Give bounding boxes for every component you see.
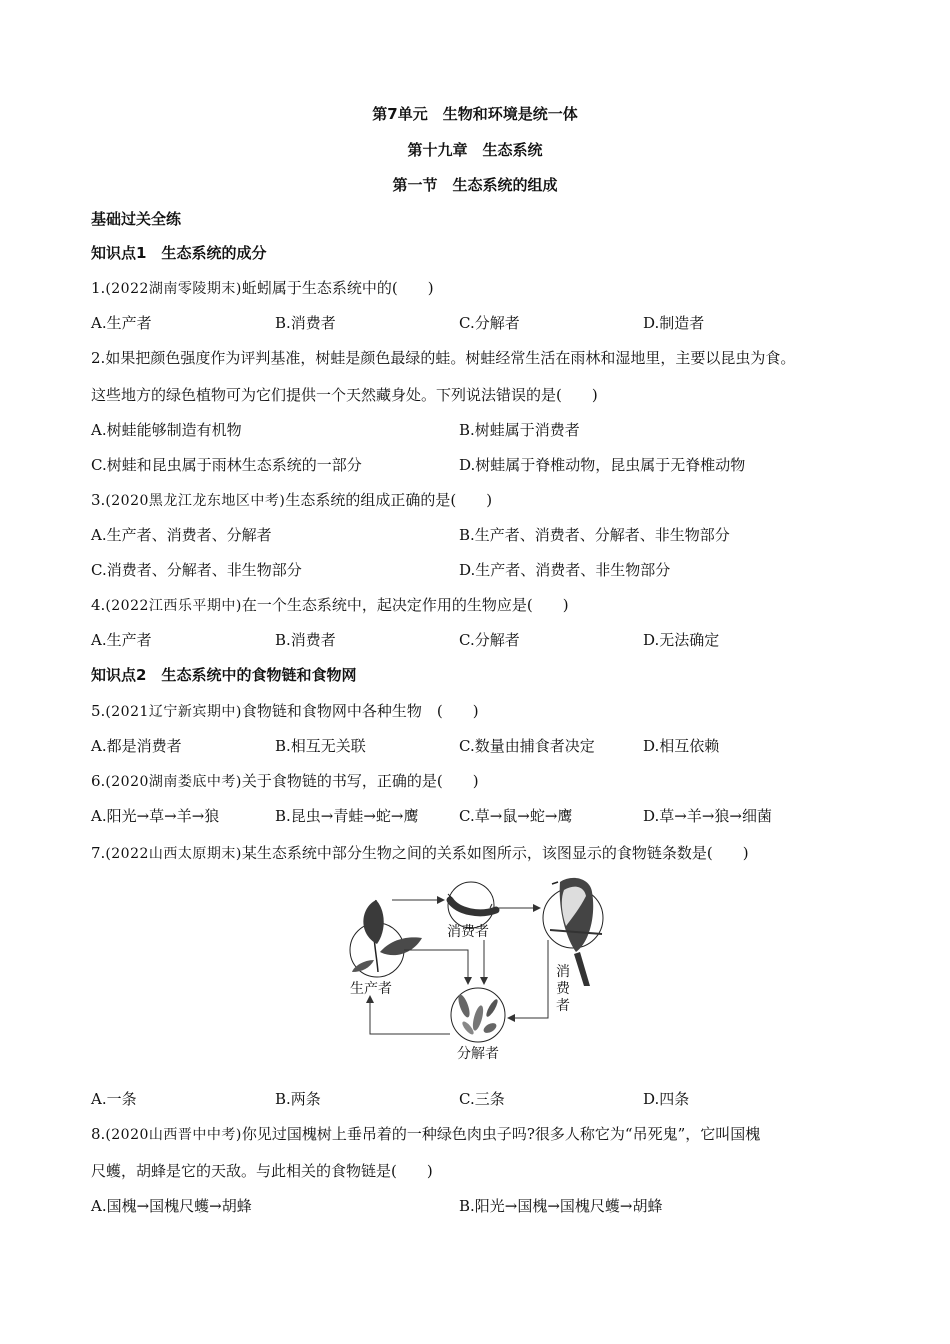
question-source: (2020山西晋中中考) [105, 1127, 242, 1143]
q7-option-b: B.两条 [275, 1090, 321, 1108]
q3-option-a: A.生产者、消费者、分解者 [91, 526, 272, 544]
q6-option-c: C.草→鼠→蛇→鹰 [459, 807, 573, 825]
q1-option-d: D.制造者 [643, 314, 705, 332]
question-4: 4.(2022江西乐平期中)在一个生态系统中，起决定作用的生物应是( ) [91, 596, 569, 614]
q2-option-c: C.树蛙和昆虫属于雨林生态系统的一部分 [91, 456, 362, 474]
food-web-diagram [340, 868, 620, 1064]
q2-option-a: A.树蛙能够制造有机物 [91, 421, 242, 439]
decomposer-bacteria-icon [451, 988, 505, 1042]
producer-label: 生产者 [350, 981, 392, 997]
question-source: (2022山西太原期末) [105, 846, 242, 862]
question-source: (2021辽宁新宾期中) [105, 704, 242, 720]
q5-option-a: A.都是消费者 [91, 737, 182, 755]
question-1: 1.(2022湖南零陵期末)蚯蚓属于生态系统中的( ) [91, 279, 434, 297]
knowledge-point-2: 知识点2 生态系统中的食物链和食物网 [91, 666, 357, 684]
q2-option-d: D.树蛙属于脊椎动物，昆虫属于无脊椎动物 [459, 456, 746, 474]
q2-option-b: B.树蛙属于消费者 [459, 421, 580, 439]
decomposer-label: 分解者 [457, 1046, 499, 1062]
knowledge-point-1: 知识点1 生态系统的成分 [91, 244, 267, 262]
question-source: (2020湖南娄底中考) [105, 774, 242, 790]
q8-option-a: A.国槐→国槐尺蠖→胡蜂 [91, 1197, 252, 1215]
question-5: 5.(2021辽宁新宾期中)食物链和食物网中各种生物 ( ) [91, 702, 479, 720]
arrow-bird-to-decomposer [508, 940, 548, 1018]
producer-plant-icon [350, 900, 422, 977]
q3-option-c: C.消费者、分解者、非生物部分 [91, 561, 302, 579]
q7-option-c: C.三条 [459, 1090, 505, 1108]
practice-title: 基础过关全练 [91, 210, 182, 228]
q4-option-b: B.消费者 [275, 631, 336, 649]
q7-option-a: A.一条 [91, 1090, 137, 1108]
q5-option-b: B.相互无关联 [275, 737, 366, 755]
question-3: 3.(2020黑龙江龙东地区中考)生态系统的组成正确的是( ) [91, 491, 493, 509]
q5-option-d: D.相互依赖 [643, 737, 720, 755]
q1-option-a: A.生产者 [91, 314, 152, 332]
q1-option-c: C.分解者 [459, 314, 520, 332]
consumer-2-label-char-3: 者 [556, 998, 570, 1014]
q3-option-b: B.生产者、消费者、分解者、非生物部分 [459, 526, 730, 544]
q3-option-d: D.生产者、消费者、非生物部分 [459, 561, 671, 579]
caterpillar-icon [448, 882, 496, 928]
arrow-producer-to-decomposer [404, 950, 468, 984]
q6-option-b: B.昆虫→青蛙→蛇→鹰 [275, 807, 419, 825]
unit-title: 第7单元 生物和环境是统一体 [372, 105, 578, 123]
q6-option-d: D.草→羊→狼→细菌 [643, 807, 772, 825]
question-8-line-2: 尺蠖，胡蜂是它的天敌。与此相关的食物链是( ) [91, 1162, 433, 1180]
q4-option-d: D.无法确定 [643, 631, 720, 649]
question-6: 6.(2020湖南娄底中考)关于食物链的书写，正确的是( ) [91, 772, 479, 790]
question-2: 2.如果把颜色强度作为评判基准，树蛙是颜色最绿的蛙。树蛙经常生活在雨林和湿地里，主要以昆虫为食。 [91, 349, 796, 367]
q5-option-c: C.数量由捕食者决定 [459, 737, 595, 755]
consumer-2-label-char-2: 费 [556, 981, 570, 997]
q7-option-d: D.四条 [643, 1090, 690, 1108]
question-source: (2020黑龙江龙东地区中考) [105, 493, 286, 509]
q4-option-a: A.生产者 [91, 631, 152, 649]
arrow-decomposer-to-producer [370, 996, 450, 1034]
q6-option-a: A.阳光→草→羊→狼 [91, 807, 220, 825]
q8-option-b: B.阳光→国槐→国槐尺蠖→胡蜂 [459, 1197, 663, 1215]
bird-icon [543, 878, 603, 986]
q1-option-b: B.消费者 [275, 314, 336, 332]
question-7: 7.(2022山西太原期末)某生态系统中部分生物之间的关系如图所示，该图显示的食物链条数是( ) [91, 844, 749, 862]
section-title: 第一节 生态系统的组成 [392, 176, 558, 194]
q4-option-c: C.分解者 [459, 631, 520, 649]
question-source: (2022湖南零陵期末) [105, 281, 242, 297]
consumer-2-label-char-1: 消 [556, 964, 570, 980]
question-2-line-2: 这些地方的绿色植物可为它们提供一个天然藏身处。下列说法错误的是( ) [91, 386, 598, 404]
consumer-1-label: 消费者 [447, 924, 489, 940]
question-source: (2022江西乐平期中) [105, 598, 242, 614]
chapter-title: 第十九章 生态系统 [407, 141, 543, 159]
question-8: 8.(2020山西晋中中考)你见过国槐树上垂吊着的一种绿色肉虫子吗?很多人称它为“吊死鬼”，它叫国槐 [91, 1125, 761, 1143]
